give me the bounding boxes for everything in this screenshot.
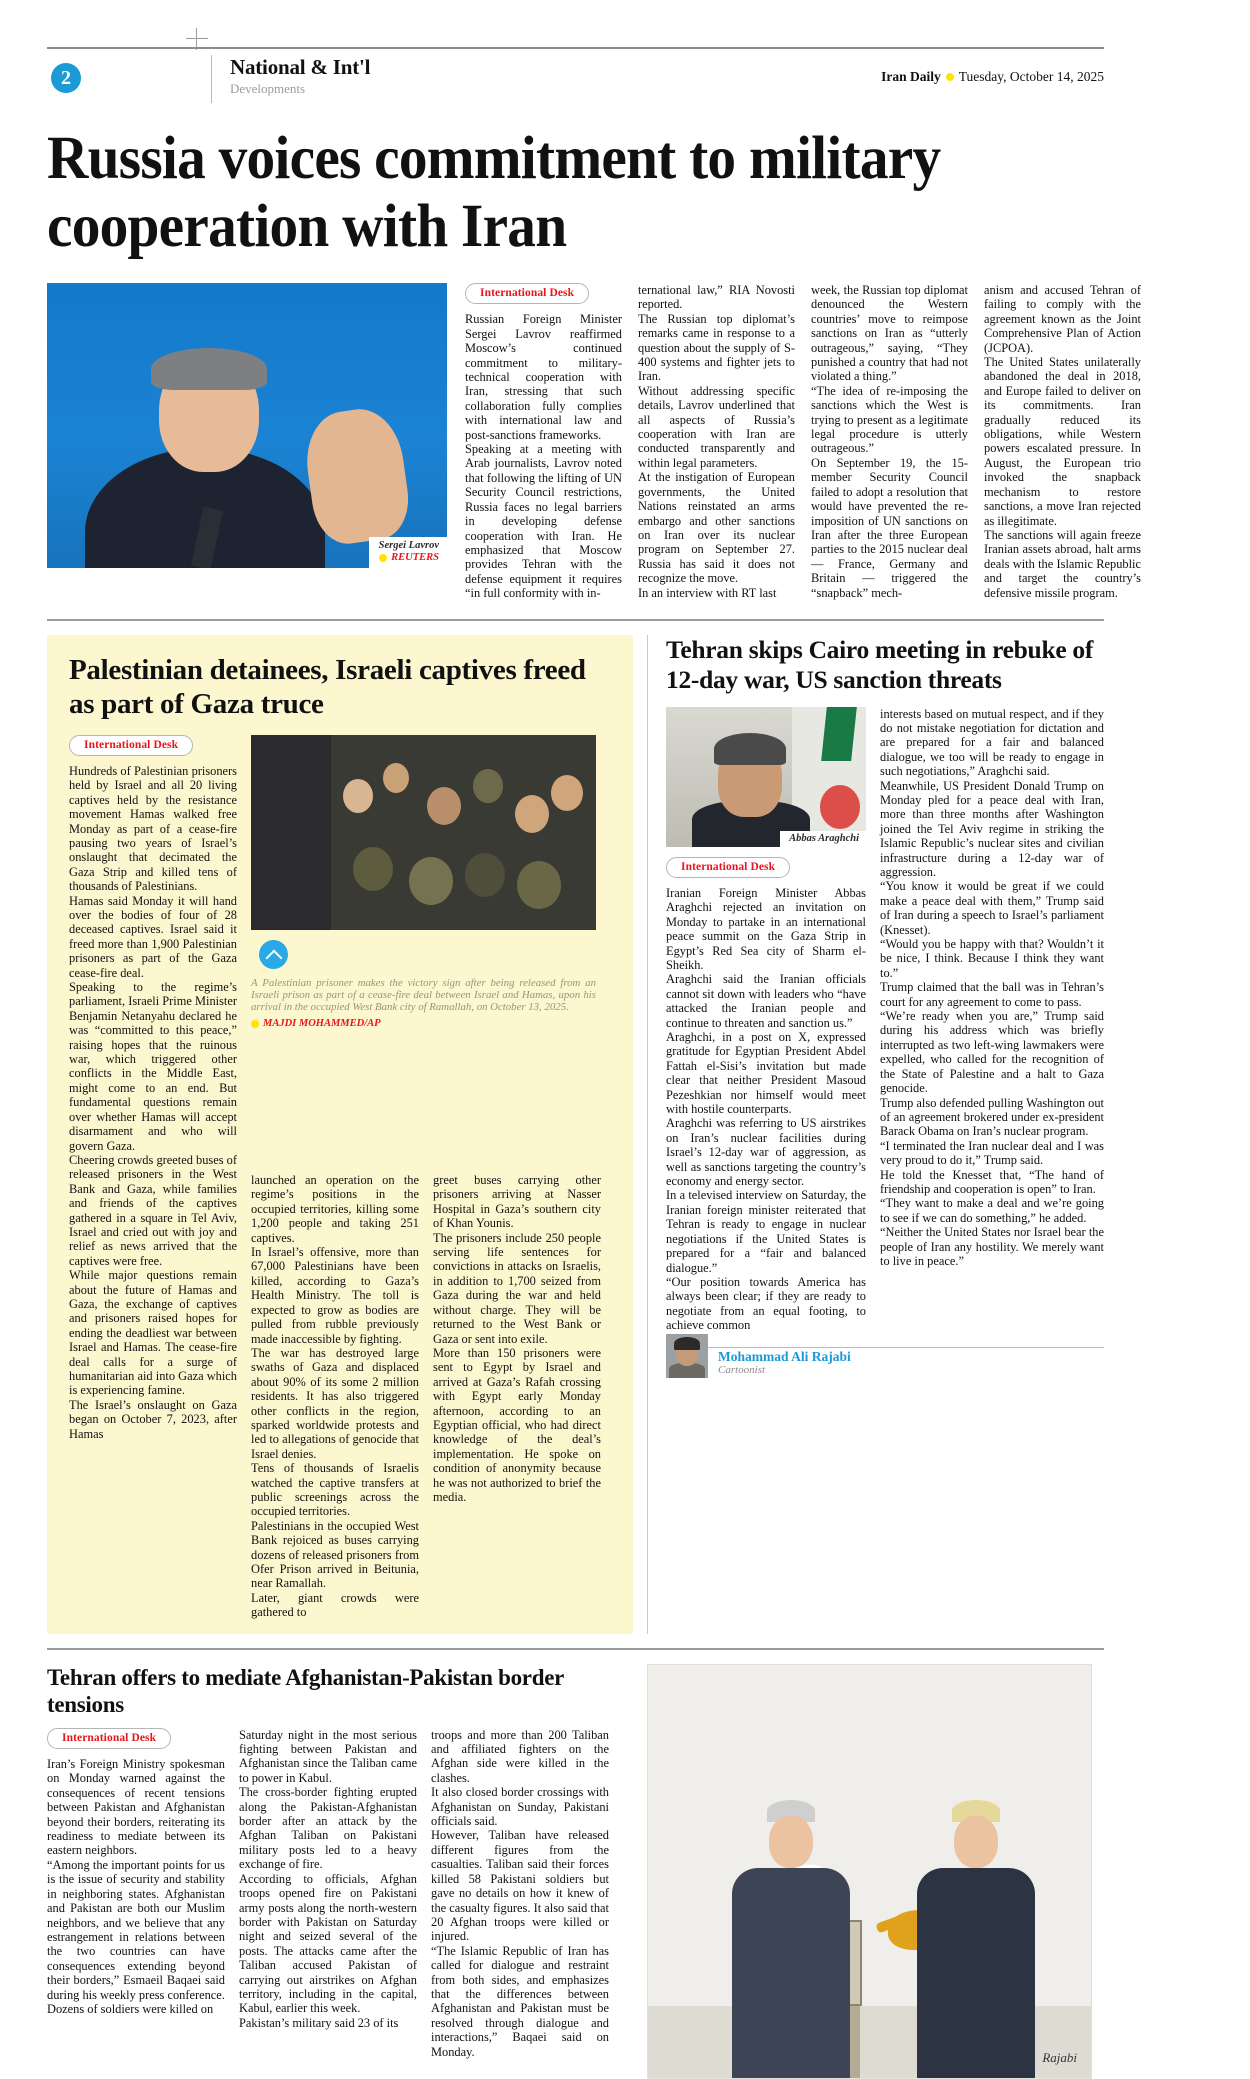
cartoon-signature: Rajabi xyxy=(1042,2049,1077,2065)
newspaper-page xyxy=(47,47,1141,2079)
cartoon-panel xyxy=(647,1664,1104,2079)
figure-head xyxy=(769,1816,813,1868)
tehran-right-column-text: interests based on mutual respect, and if they do not mistake negotiation for dictation and are prepared for a fair and balanced dialogue, we too will be ready to engage in such negotiations,” Araghchi said. Meanwhile, US President Donald Trump on Monday pled for a peace deal with Iran, more than three months after Washington joined the Tel Aviv regime in striking the Islamic Republic’s nuclear sites and civilian infrastructure during a 12-day war of aggression. “You know it would be great if we could make a peace deal with them,” Trump said of Iran during a speech to Israel’s parliament (Knesset). “Would you be happy with that? Wouldn’t it be nice, I think. Because I think they want to.” Trump claimed that the ball was in Tehran’s court for any agreement to come to pass. “We’re ready when you are,” Trump said during his address which was briefly interrupted as two left-wing lawmakers were expelled, who called for the recognition of the State of Palestine and a halt to Gaza genocide. Trump also defended pulling Washington out of an agreement brokered under ex-president Barack Obama on Iran’s nuclear program. “I terminated the Iran nuclear deal and I was very proud to do it,” Trump said. He told the Knesset that, “The hand of friendship and cooperation is open” to Iran. “They want to make a deal and we’re going to see if we can do something,” he added. “Neither the United States nor Israel bear the people of Iran any hostility. We merely want to live in peace.” xyxy=(880,706,1104,1268)
lead-headline: Russia voices commitment to military cooperation with Iran xyxy=(47,125,941,260)
desk-badge: International Desk xyxy=(666,857,790,878)
bullet-dot-icon xyxy=(251,1020,259,1028)
araghchi-photo-caption xyxy=(780,831,866,847)
gaza-column-1 xyxy=(69,735,237,1442)
cartoonist-byline xyxy=(666,1347,1104,1378)
lead-story-columns xyxy=(465,283,1141,601)
desk-badge: International Desk xyxy=(47,1728,171,1749)
cartoon-figure-right xyxy=(917,1800,1035,2078)
gaza-story xyxy=(47,635,633,1634)
gaza-column-1-text: Hundreds of Palestinian prisoners held by Israel and all 20 living captives held by the resistance movement Hamas walked free Monday as part of a cease-fire pausing two years of Israel’s onslaught that decimated the Gaza Strip and killed tens of thousands of Palestinians. Hamas said Monday it will hand over the bodies of four of 28 deceased captives. Israel said it freed more than 1,900 Palestinian prisoners as part of the Gaza cease-fire deal. Speaking to the regime’s parliament, Israeli Prime Minister Benjamin Netanyahu declared he was “committed to this peace,” raising hopes that the ruinous war, which triggered other conflicts in the Middle East, might come to an end. But fundamental questions remain over whether Hamas will accept disarmament and who will govern Gaza. Cheering crowds greeted buses of released prisoners in the West Bank and Gaza, while families and friends of the captives gathered in a square in Tel Aviv, Israel and cried out with joy and relief as news arrived that the captives were free. While major questions remain about the future of Hamas and Gaza, the exchange of captives and prisoners raised hopes for ending the deadliest war between Israel and Hamas. The cease-fire deal calls for a surge of humanitarian aid into Gaza which is experiencing famine. The Israel’s onslaught on Gaza began on October 7, 2023, after Hamas xyxy=(69,763,237,1441)
afghan-column-1-text: Iran’s Foreign Ministry spokesman on Monday warned against the consequences of recent tensions between Pakistan and Afghanistan beyond their borders, reiterating its readiness to mediate between its eastern neighbors. “Among the important points for us is the issue of security and stability in neighboring states. Afghanistan and Pakistan are both our Muslim neighbors, and we believe that any estrangement in relations between the two countries can have consequences extending beyond their borders,” Esmaeil Baqaei said during his weekly press conference. Dozens of soldiers were killed on xyxy=(47,1757,225,2016)
lead-story xyxy=(47,283,1141,601)
afghan-column-3 xyxy=(431,1728,609,2059)
cartoon-figure-left xyxy=(732,1800,850,2078)
gaza-photo-caption: A Palestinian prisoner makes the victory sign after being released from an Israeli prison as part of a cease-fire deal between Israel and Hamas, upon his arrival in the occupied West Bank city of Ramallah, on October 13, 2025. xyxy=(251,976,596,1014)
tehran-headline: Tehran skips Cairo meeting in rebuke of 12-day war, US sanction threats xyxy=(666,634,1094,694)
cartoon-table-leg xyxy=(850,2006,860,2078)
publication-date: Tuesday, October 14, 2025 xyxy=(958,69,1104,84)
gaza-column-3-text: greet buses carrying other prisoners arriving at Nasser Hospital in Gaza’s southern city of Khan Younis. The prisoners include 250 people serving life sentences for convictions in attacks on Israelis, in addition to 1,700 seized from Gaza during the war and held without charge. They will be returned to the West Bank or Gaza or sent into exile. More than 150 prisoners were sent to Egypt by Israel and arrived at Gaza’s Rafah crossing with Egypt early Monday afternoon, according to an Egyptian official, who had direct knowledge of the deal’s implementation. He spoke on condition of anonymity because he was not authorized to brief the media. xyxy=(433,1173,601,1504)
caption-credit-row xyxy=(379,552,439,564)
photo-shape-crowd xyxy=(517,861,561,909)
photo-shape-hair xyxy=(151,348,267,390)
gaza-continuation-columns xyxy=(69,1173,617,1620)
middle-band xyxy=(47,635,1104,1634)
caption-subject-name: Abbas Araghchi xyxy=(789,832,859,844)
gaza-column-2-text-wrap xyxy=(251,1173,419,1620)
afghan-headline: Tehran offers to mediate Afghanistan-Pakistan border tensions xyxy=(47,1664,564,1717)
tehran-left-column xyxy=(666,857,866,1333)
lead-column-2-text: ternational law,” RIA Novosti reported. The Russian top diplomat’s remarks came in response to a question about the supply of S-400 systems and fighter jets to Iran. Without addressing specific details, Lavrov underlined that all aspects of Russia’s cooperation with Iran are conducted transparently and within legal parameters. At the instigation of European governments, the United Nations reinstated an arms embargo and other sanctions on Iran over its nuclear program on September 27. Russia has said it does not recognize the move. In an interview with RT last xyxy=(638,283,795,600)
bullet-dot-icon xyxy=(379,554,387,562)
cartoonist-avatar xyxy=(666,1334,708,1378)
desk-badge: International Desk xyxy=(69,735,193,756)
afghan-column-2-text: Saturday night in the most serious fighting between Pakistan and Afghanistan since the Taliban came to power in Kabul. The cross-border fighting erupted along the Pakistan-Afghanistan border after an attack by the Afghan Taliban on Pakistani military posts led to a heavy exchange of fire. According to officials, Afghan troops opened fire on Pakistani army posts along the north-western border with Pakistan on Saturday night and seized several of the posts. The attacks came after the Taliban accused Pakistan of carrying out airstrikes on Afghan territory, including in the capital, Kabul, earlier this week. Pakistan’s military said 23 of its xyxy=(239,1727,417,2030)
photo-shape-crowd xyxy=(473,769,503,803)
photo-shape-crowd xyxy=(427,787,461,825)
figure-suit xyxy=(917,1868,1035,2078)
gaza-column-2-text: launched an operation on the regime’s positions in the occupied territories, killing some 1,200 people and taking 251 captives. In Israel’s offensive, more than 67,000 Palestinians have been killed, according to Gaza’s Health Ministry. The toll is expected to grow as bodies are pulled from rubble previously made inaccessible by fighting. The war has destroyed large swaths of Gaza and displaced about 90% of its some 2 million residents. It has also triggered other conflicts in the region, sparked worldwide protests and led to allegations of genocide that Israel denies. Tens of thousands of Israelis watched the captive transfers at public screenings across the occupied territories. Palestinians in the occupied West Bank rejoiced as buses carrying dozens of released prisoners from Ofer Prison arrived in Beitunia, near Ramallah. Later, giant crowds were gathered to xyxy=(251,1173,419,1620)
photo-shape-crowd xyxy=(409,857,453,905)
chevron-up-icon[interactable] xyxy=(259,940,288,969)
tehran-right-column xyxy=(880,707,1104,1333)
lead-column-2 xyxy=(638,283,795,601)
gaza-column-3-text-wrap xyxy=(433,1173,601,1620)
photo-shape-flag-emblem xyxy=(820,785,860,829)
cartoonist-role: Cartoonist xyxy=(718,1363,766,1376)
photo-shape-crowd xyxy=(343,779,373,813)
cartoonist-name: Mohammad Ali Rajabi xyxy=(718,1348,851,1364)
afghan-column-3-text: troops and more than 200 Taliban and affiliated fighters on the Afghan side were killed in the clashes. It also closed border crossings with Afghanistan on Sunday, Pakistani officials said. However, Taliban have released different figures from the casualties. Taliban said their forces killed 58 Pakistani soldiers but gave no details on how it knew of the casualty figures. It also said that 20 Afghan troops were killed or injured. “The Islamic Republic of Iran has called for dialogue and restraint from both sides, and emphasizes that the differences between Afghanistan and Pakistan must be resolved through dialogue and interactions,” Baqaei said on Monday. xyxy=(431,1727,609,2059)
desk-badge: International Desk xyxy=(465,283,589,304)
gaza-photo-credit: MAJDI MOHAMMED/AP xyxy=(263,1017,381,1029)
photo-credit: REUTERS xyxy=(391,552,439,563)
photo-shape-crowd xyxy=(465,853,505,897)
brand-name: Iran Daily xyxy=(881,69,941,84)
lead-photo-caption xyxy=(369,537,447,568)
lead-photo-wrapper xyxy=(47,283,447,601)
afghan-column-1 xyxy=(47,1728,225,2059)
photo-shape-crowd xyxy=(551,775,583,811)
avatar-shape-hair xyxy=(674,1337,700,1350)
cartoonist-text xyxy=(718,1349,851,1377)
lead-column-4-text: anism and accused Tehran of failing to comply with the agreement known as the Joint Comprehensive Plan of Action (JCPOA). The United States unilaterally abandoned the deal in 2018, and Europe failed to deliver on its commitments. Iran gradually reduced its obligations, while Western powers escalated pressure. In August, the European trio invoked the snapback mechanism to restore sanctions, a move Iran rejected as illegitimate. The sanctions will again freeze Iranian assets abroad, halt arms deals with the Islamic Republic and target the country’s defensive missile program. xyxy=(984,283,1141,600)
lead-column-1 xyxy=(465,283,622,601)
photo-shape-flag-green xyxy=(821,707,857,761)
afghan-columns xyxy=(47,1728,633,2059)
afghan-column-2 xyxy=(239,1728,417,2059)
tehran-content-row xyxy=(666,707,1104,1333)
photo-shape-crowd xyxy=(383,763,409,793)
photo-shape-hair xyxy=(714,733,786,765)
masthead xyxy=(47,47,1104,99)
political-cartoon xyxy=(647,1664,1092,2079)
bullet-dot-icon xyxy=(946,73,954,81)
araghchi-photo-wrapper xyxy=(666,707,866,1333)
gaza-prisoners-photo xyxy=(251,735,596,930)
section-divider xyxy=(47,1648,1104,1650)
section-subtitle: Developments xyxy=(230,81,306,96)
lead-column-1-text: Russian Foreign Minister Sergei Lavrov reaffirmed Moscow’s continued commitment to military-technical cooperation with Iran, stressing that such collaboration fully complies with international law and post-sanctions frameworks. Speaking at a meeting with Arab journalists, Lavrov noted that following the lifting of UN Security Council restrictions, Russia faces no legal barriers in developing defense cooperation with Iran. He emphasized that Moscow provides Tehran with the defense equipment it requires “in full conformity with in- xyxy=(465,312,622,601)
tehran-left-column-text: Iranian Foreign Minister Abbas Araghchi rejected an invitation on Monday to partake in an international peace summit on the Gaza Strip in Egypt’s Red Sea city of Sharm el-Sheikh. Araghchi said the Iranian officials cannot sit down with leaders who “have attacked the Iranian people and continue to threaten and sanction us.” Araghchi, in a post on X, expressed gratitude for Egyptian President Abdel Fattah el-Sisi’s invitation but made clear that neither President Masoud Pezeshkian nor himself would meet with hostile counterparts. Araghchi was referring to US airstrikes on Iran’s nuclear facilities during Israel’s 12-day war of aggression, as well as sanctions targeting the country’s economy and energy sector. In a televised interview on Saturday, the Iranian foreign minister reiterated that Tehran is ready to engage in nuclear negotiations if the United States is prepared for a “fair and balanced dialogue.” “Our position towards America has always been clear; if they are ready to negotiate from an equal footing, to achieve common xyxy=(666,885,866,1333)
figure-suit xyxy=(732,1868,850,2078)
lavrov-photo xyxy=(47,283,447,568)
photo-shape-crowd xyxy=(353,847,393,891)
lead-column-4 xyxy=(984,283,1141,601)
section-block xyxy=(211,55,370,103)
bottom-band xyxy=(47,1664,1104,2079)
section-divider xyxy=(47,619,1104,621)
lead-column-3 xyxy=(811,283,968,601)
gaza-headline: Palestinian detainees, Israeli captives freed as part of Gaza truce xyxy=(69,653,586,720)
photo-shape-crowd xyxy=(515,795,549,833)
caption-subject-name: Sergei Lavrov xyxy=(378,540,439,551)
masthead-dateline xyxy=(881,55,1104,85)
afghan-story xyxy=(47,1664,633,2079)
araghchi-photo xyxy=(666,707,866,847)
page-number-badge: 2 xyxy=(51,63,81,93)
gaza-photo-credit-row xyxy=(251,1017,596,1031)
tehran-cairo-story xyxy=(647,635,1104,1634)
lead-column-3-text: week, the Russian top diplomat denounced the Western countries’ move to reimpose sanctions on Iran as “utterly outrageous,” saying, “They punished a country that had not violated a thing.” “The idea of re-imposing the sanctions which the West is trying to present as a legitimate legal procedure is utterly outrageous.” On September 19, the 15-member Security Council failed to adopt a resolution that would have prevented the re-imposition of UN sanctions on Iran after the three European parties to the 2015 nuclear deal — France, Germany and Britain — triggered the “snapback” mech- xyxy=(811,283,968,600)
figure-head xyxy=(954,1816,998,1868)
section-title: National & Int'l xyxy=(230,55,371,79)
photo-shape-bus xyxy=(251,735,331,930)
